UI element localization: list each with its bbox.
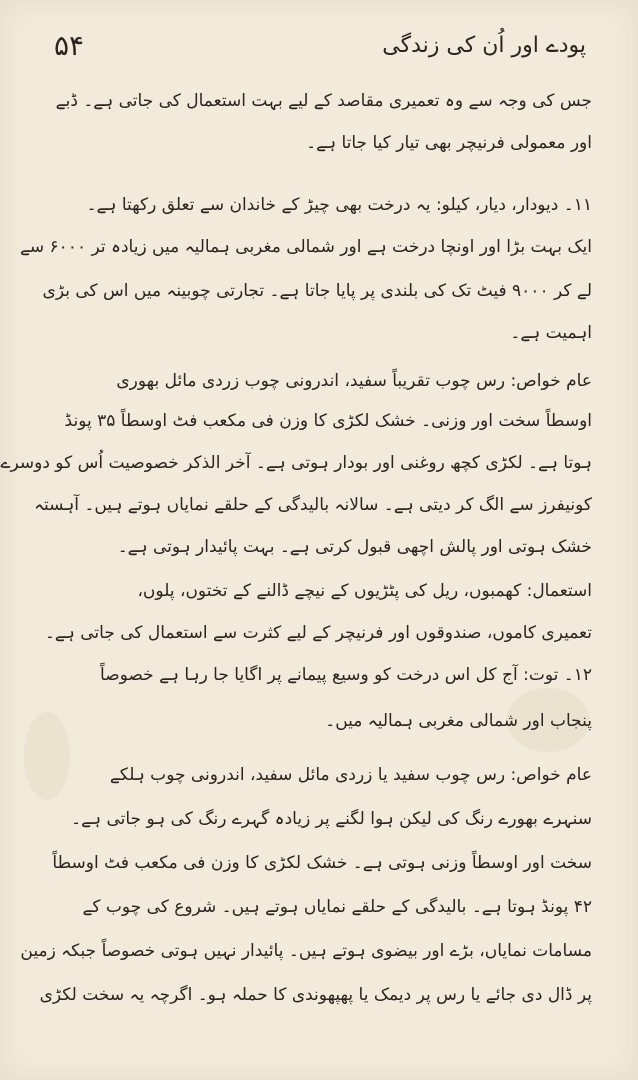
body-line: اوسطاً سخت اور وزنی۔ خشک لکڑی کا وزن فی مکعب فٹ اوسطاً ۳۵ پونڈ — [64, 411, 592, 431]
body-line: سخت اور اوسطاً وزنی ہوتی ہے۔ خشک لکڑی کا وزن فی مکعب فٹ اوسطاً — [52, 853, 592, 873]
body-line: عام خواص: رس چوب تقریباً سفید، اندرونی چوب زردی مائل بھوری — [116, 371, 592, 391]
document-body — [0, 86, 592, 1052]
body-line: خشک ہوتی اور پالش اچھی قبول کرتی ہے۔ بہت پائیدار ہوتی ہے۔ — [117, 537, 592, 557]
body-line: سنہرے بھورے رنگ کی لیکن ہوا لگنے پر زیادہ گہرے رنگ کی ہو جاتی ہے۔ — [71, 809, 592, 829]
body-line: ایک بہت بڑا اور اونچا درخت ہے اور شمالی مغربی ہمالیہ میں زیادہ تر ۶۰۰۰ سے — [19, 237, 592, 257]
body-line: مسامات نمایاں، بڑے اور بیضوی ہوتے ہیں۔ پائیدار نہیں ہوتی خصوصاً جبکہ زمین — [20, 941, 592, 961]
body-line: اہمیت ہے۔ — [510, 323, 592, 343]
body-line: استعمال: کھمبوں، ریل کی پٹڑیوں کے نیچے ڈالنے کے تختوں، پلوں، — [137, 581, 592, 601]
body-line: ۱۱۔ دیودار، دیار، کیلو: یہ درخت بھی چیڑ کے خاندان سے تعلق رکھتا ہے۔ — [86, 195, 592, 215]
body-line: کونیفرز سے الگ کر دیتی ہے۔ سالانہ بالیدگی کے حلقے نمایاں ہوتے ہیں۔ آہستہ — [34, 495, 592, 515]
page-header — [54, 20, 586, 72]
body-line: ہوتا ہے۔ لکڑی کچھ روغنی اور بودار ہوتی ہے۔ آخر الذکر خصوصیت اُس کو دوسرے — [0, 453, 592, 473]
body-line: پر ڈال دی جائے یا رس پر دیمک یا پھپھوندی کا حملہ ہو۔ اگرچہ یہ سخت لکڑی — [39, 985, 592, 1005]
body-line: ۴۲ پونڈ ہوتا ہے۔ بالیدگی کے حلقے نمایاں ہوتے ہیں۔ شروع کی چوب کے — [82, 897, 592, 917]
body-line: ۱۲۔ توت: آج کل اس درخت کو وسیع پیمانے پر اگایا جا رہا ہے خصوصاً — [100, 665, 592, 685]
body-line: پنجاب اور شمالی مغربی ہمالیہ میں۔ — [325, 711, 592, 731]
running-title: پودے اور اُن کی زندگی — [382, 32, 586, 58]
page-number: ۵۴ — [54, 29, 85, 62]
body-line: عام خواص: رس چوب سفید یا زردی مائل سفید، اندرونی چوب ہلکے — [109, 765, 592, 785]
body-line: تعمیری کاموں، صندوقوں اور فرنیچر کے لیے کثرت سے استعمال کی جاتی ہے۔ — [44, 623, 592, 643]
body-line: جس کی وجہ سے وہ تعمیری مقاصد کے لیے بہت استعمال کی جاتی ہے۔ ڈبے — [55, 91, 592, 111]
body-line: لے کر ۹۰۰۰ فیٹ تک کی بلندی پر پایا جاتا ہے۔ تجارتی چوبینہ میں اس کی بڑی — [42, 281, 592, 301]
body-line: اور معمولی فرنیچر بھی تیار کیا جاتا ہے۔ — [306, 133, 592, 153]
